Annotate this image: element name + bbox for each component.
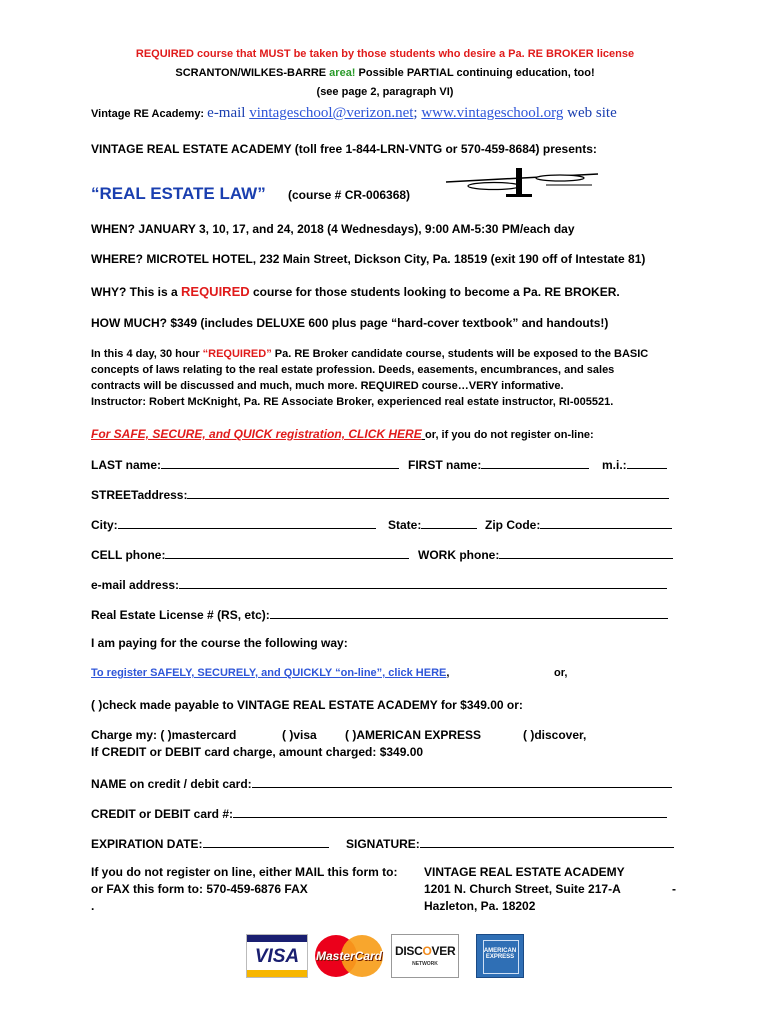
header-area-line — [0, 67, 770, 79]
course-title: “REAL ESTATE LAW” — [91, 184, 266, 203]
online-register-comma: , — [446, 667, 450, 679]
address-dash: - — [672, 882, 676, 896]
mail-period: . — [91, 899, 95, 913]
description-line-2: concepts of laws relating to the real estate profession. Deeds, easements, encumbrances, and sales — [91, 364, 615, 376]
work-phone-label: WORK phone: — [418, 548, 500, 562]
zip-row — [485, 516, 672, 532]
website-link[interactable]: www.vintageschool.org — [421, 105, 564, 121]
paying-heading: I am paying for the course the following way: — [91, 636, 348, 650]
cell-phone-field[interactable] — [165, 546, 409, 559]
email-address-label: e-mail address: — [91, 578, 180, 592]
work-phone-field[interactable] — [499, 546, 673, 559]
description-prefix: In this 4 day, 30 hour — [91, 348, 203, 360]
register-offline-note: or, if you do not register on-line: — [425, 429, 594, 441]
discover-text-o: O — [422, 944, 432, 958]
amex-logo — [476, 934, 524, 978]
mi-label: m.i.: — [602, 458, 627, 472]
mi-row — [602, 456, 667, 472]
signature-row — [346, 835, 674, 851]
email-address-field[interactable] — [179, 576, 667, 589]
city-label: City: — [91, 518, 118, 532]
cell-row — [91, 546, 409, 562]
card-number-field[interactable] — [233, 805, 667, 818]
mastercard-logo — [313, 934, 385, 978]
why-required-word: REQUIRED — [181, 284, 250, 299]
register-line — [91, 425, 594, 443]
charge-amount-line: If CREDIT or DEBIT card charge, amount charged: $349.00 — [91, 745, 424, 759]
charge-amex-option[interactable]: ( )AMERICAN EXPRESS — [345, 728, 482, 742]
city-field[interactable] — [118, 516, 376, 529]
street-row — [91, 486, 669, 502]
header-required-line: REQUIRED course that MUST be taken by those students who desire a Pa. RE BROKER license — [135, 48, 635, 60]
course-number: (course # CR-006368) — [288, 188, 411, 202]
visa-top-band — [247, 935, 307, 942]
license-label: Real Estate License # (RS, etc): — [91, 608, 270, 622]
name-on-card-label: NAME on credit / debit card: — [91, 777, 252, 791]
why-suffix: course for those students looking to become a Pa. RE BROKER. — [249, 285, 620, 299]
scales-of-justice-icon — [442, 168, 602, 198]
discover-text-post: VER — [431, 944, 456, 958]
why-line — [91, 284, 620, 299]
why-prefix: WHY? This is a — [91, 285, 182, 299]
fax-instruction: or FAX this form to: 570-459-6876 FAX — [91, 882, 308, 896]
work-row — [418, 546, 673, 562]
email-row — [91, 576, 667, 592]
header-area-suffix: Possible PARTIAL continuing education, too! — [355, 67, 595, 79]
discover-logo — [391, 934, 459, 978]
address-city: Hazleton, Pa. 18202 — [424, 899, 536, 913]
visa-logo-text: VISA — [254, 946, 300, 967]
amex-logo-text: AMERICAN EXPRESS — [483, 948, 517, 960]
online-or: or, — [554, 667, 568, 679]
name-on-card-field[interactable] — [252, 775, 672, 788]
signature-label: SIGNATURE: — [346, 837, 420, 851]
online-register-line — [91, 667, 449, 679]
license-field[interactable] — [270, 606, 668, 619]
first-name-row — [408, 456, 589, 472]
register-click-here-link[interactable]: For SAFE, SECURE, and QUICK registration, CLICK HERE — [91, 427, 422, 441]
expiration-field[interactable] — [203, 835, 329, 848]
visa-bottom-band — [247, 970, 307, 977]
zip-label: Zip Code: — [485, 518, 541, 532]
when-line: WHEN? JANUARY 3, 10, 17, and 24, 2018 (4 Wednesdays), 9:00 AM-5:30 PM/each day — [91, 222, 575, 236]
where-line: WHERE? MICROTEL HOTEL, 232 Main Street, Dickson City, Pa. 18519 (exit 190 off of Intestate 81) — [91, 252, 646, 266]
cell-phone-label: CELL phone: — [91, 548, 166, 562]
city-row — [91, 516, 376, 532]
description-line-1 — [91, 348, 648, 360]
last-name-label: LAST name: — [91, 458, 162, 472]
license-row — [91, 606, 668, 622]
mastercard-logo-text: MasterCard — [315, 949, 383, 963]
zip-field[interactable] — [540, 516, 672, 529]
academy-label: Vintage RE Academy: — [91, 108, 208, 120]
first-name-field[interactable] — [481, 456, 589, 469]
description-suffix: Pa. RE Broker candidate course, students will be exposed to the BASIC — [271, 348, 649, 360]
email-label: e-mail — [207, 105, 250, 121]
academy-contact-line — [91, 104, 617, 122]
card-number-label: CREDIT or DEBIT card #: — [91, 807, 234, 821]
signature-field[interactable] — [420, 835, 674, 848]
header-area-word: area! — [329, 67, 356, 79]
email-link[interactable]: vintageschool@verizon.net — [249, 105, 414, 121]
description-required-word: “REQUIRED” — [202, 348, 272, 360]
expiration-label: EXPIRATION DATE: — [91, 837, 203, 851]
description-line-4: Instructor: Robert McKnight, Pa. RE Associate Broker, experienced real estate instructor, RI-005521. — [91, 396, 614, 408]
last-name-row — [91, 456, 399, 472]
check-option[interactable]: ( )check made payable to VINTAGE REAL ESTATE ACADEMY for $349.00 or: — [91, 698, 523, 712]
discover-logo-text — [395, 944, 455, 958]
state-label: State: — [388, 518, 422, 532]
street-field[interactable] — [187, 486, 669, 499]
last-name-field[interactable] — [161, 456, 399, 469]
website-suffix: web site — [563, 105, 617, 121]
first-name-label: FIRST name: — [408, 458, 482, 472]
discover-text-pre: DISC — [395, 944, 423, 958]
visa-logo — [246, 934, 308, 978]
header-area-prefix: SCRANTON/WILKES-BARRE — [175, 67, 330, 79]
mail-instruction: If you do not register on line, either MAIL this form to: — [91, 865, 398, 879]
academy-presents: VINTAGE REAL ESTATE ACADEMY (toll free 1-844-LRN-VNTG or 570-459-8684) presents: — [91, 142, 597, 156]
header-see-page: (see page 2, paragraph VI) — [316, 86, 454, 98]
card-number-row — [91, 805, 667, 821]
charge-visa-option[interactable]: ( )visa — [282, 728, 317, 742]
charge-mastercard-option[interactable]: Charge my: ( )mastercard — [91, 728, 237, 742]
address-name: VINTAGE REAL ESTATE ACADEMY — [424, 865, 625, 879]
online-register-link[interactable]: To register SAFELY, SECURELY, and QUICKLY “on-line”, click HERE — [91, 667, 447, 679]
street-label: STREETaddress: — [91, 488, 188, 502]
how-much-line: HOW MUCH? $349 (includes DELUXE 600 plus page “hard-cover textbook” and handouts!) — [91, 316, 609, 330]
state-field[interactable] — [421, 516, 477, 529]
state-row — [388, 516, 477, 532]
description-line-3: contracts will be discussed and much, much more. REQUIRED course…VERY informative. — [91, 380, 564, 392]
charge-discover-option[interactable]: ( )discover, — [523, 728, 587, 742]
expiration-row — [91, 835, 329, 851]
mi-field[interactable] — [627, 456, 667, 469]
address-street: 1201 N. Church Street, Suite 217-A — [424, 882, 621, 896]
discover-network-text: NETWORK — [412, 961, 438, 967]
contact-separator: ; — [413, 105, 422, 121]
name-on-card-row — [91, 775, 672, 791]
